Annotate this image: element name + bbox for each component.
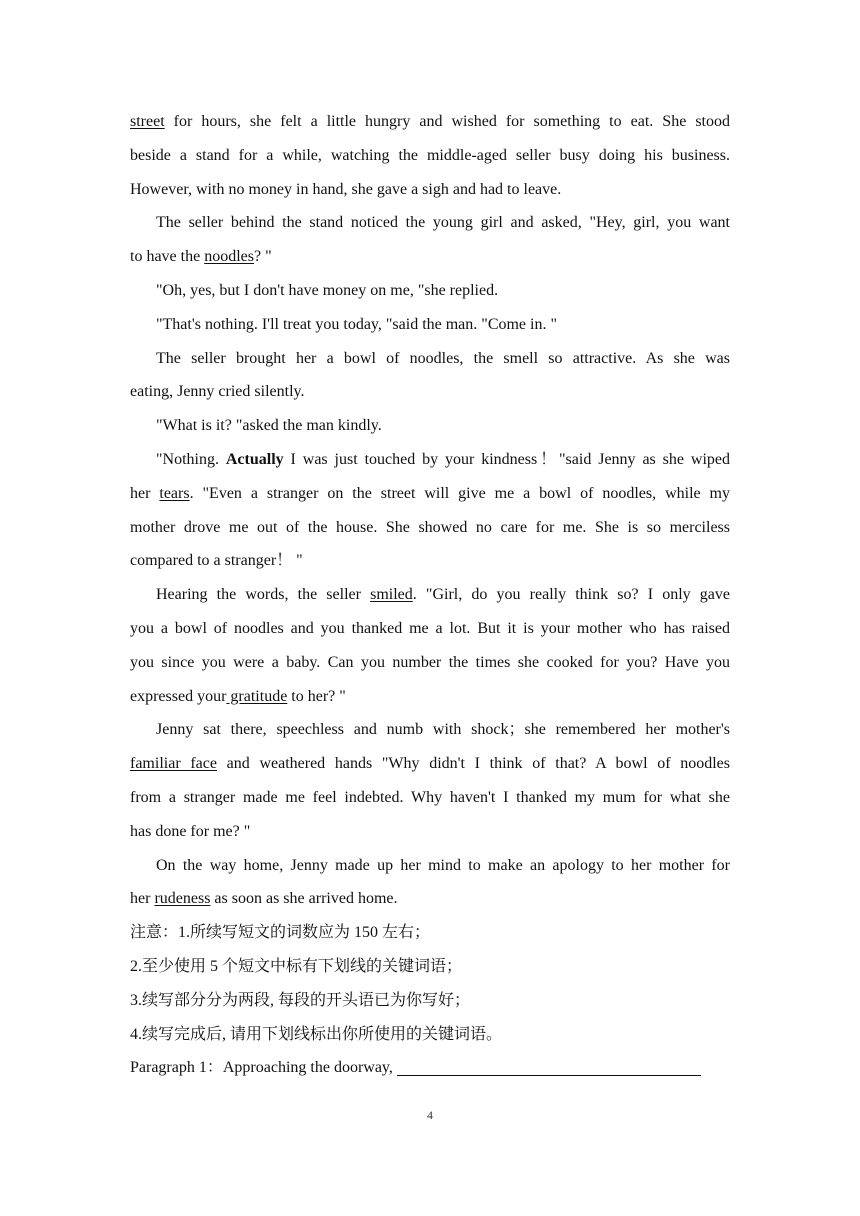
keyword-gratitude: gratitude xyxy=(226,687,288,705)
text-line: her tears. "Even a stranger on the street will give me a bowl of noodles, while my xyxy=(130,484,730,502)
keyword-tears: tears xyxy=(159,484,190,502)
note-line: 注意：1.所续写短文的词数应为 150 左右； xyxy=(130,924,431,942)
text-line: from a stranger made me feel indebted. Why haven't I thanked my mum for what she xyxy=(130,788,730,806)
text-line: familiar face and weathered hands "Why didn't I think of that? A bowl of noodles xyxy=(130,755,730,773)
bold-actually: Actually xyxy=(225,450,284,468)
text-line: to have the noodles? " xyxy=(130,248,272,266)
text-line: compared to a stranger！ " xyxy=(130,552,303,570)
note-line: 4.续写完成后, 请用下划线标出你所使用的关键词语。 xyxy=(130,1025,503,1043)
note-line: 3.续写部分分为两段, 每段的开头语已为你写好； xyxy=(130,991,471,1009)
text-line: you a bowl of noodles and you thanked me a lot. But it is your mother who has raised xyxy=(130,619,730,637)
document-body xyxy=(130,105,730,1085)
keyword-rudeness: rudeness xyxy=(154,890,211,908)
answer-blank[interactable] xyxy=(397,1057,701,1076)
text-line: beside a stand for a while, watching the middle-aged seller busy doing his business. xyxy=(130,146,730,164)
paragraph-1-label: Paragraph 1：Approaching the doorway, xyxy=(130,1059,397,1077)
keyword-familiar-face: familiar face xyxy=(130,755,217,773)
keyword-street: street xyxy=(130,113,165,130)
text-line: her rudeness as soon as she arrived home. xyxy=(130,890,398,908)
text-line: "What is it? "asked the man kindly. xyxy=(156,417,382,435)
text-line: Hearing the words, the seller smiled. "Girl, do you really think so? I only gave xyxy=(156,586,730,604)
text-line: "That's nothing. I'll treat you today, "said the man. "Come in. " xyxy=(156,315,558,333)
text-line: However, with no money in hand, she gave a sigh and had to leave. xyxy=(130,180,562,198)
text-line: "Oh, yes, but I don't have money on me, "she replied. xyxy=(156,281,499,299)
text-line: expressed your gratitude to her? " xyxy=(130,687,346,705)
text-line: Jenny sat there, speechless and numb with shock；she remembered her mother's xyxy=(156,721,730,739)
keyword-smiled: smiled xyxy=(370,586,413,604)
text-line: On the way home, Jenny made up her mind to make an apology to her mother for xyxy=(156,856,730,874)
paragraph-prompt xyxy=(130,1051,730,1085)
page-number: 4 xyxy=(427,1108,433,1122)
text-line: "Nothing. Actually I was just touched by your kindness！"said Jenny as she wiped xyxy=(156,450,730,468)
keyword-noodles: noodles xyxy=(204,248,254,266)
text-line: eating, Jenny cried silently. xyxy=(130,383,305,401)
note-line: 2.至少使用 5 个短文中标有下划线的关键词语； xyxy=(130,957,463,975)
text-line: you since you were a baby. Can you number the times she cooked for you? Have you xyxy=(130,653,730,671)
text-line: street for hours, she felt a little hungry and wished for something to eat. She stood xyxy=(130,113,730,130)
text-line: has done for me? " xyxy=(130,822,251,840)
text-line: The seller brought her a bowl of noodles, the smell so attractive. As she was xyxy=(156,349,730,367)
text-line: mother drove me out of the house. She showed no care for me. She is so merciless xyxy=(130,518,730,536)
text-line: The seller behind the stand noticed the young girl and asked, "Hey, girl, you want xyxy=(156,214,730,232)
